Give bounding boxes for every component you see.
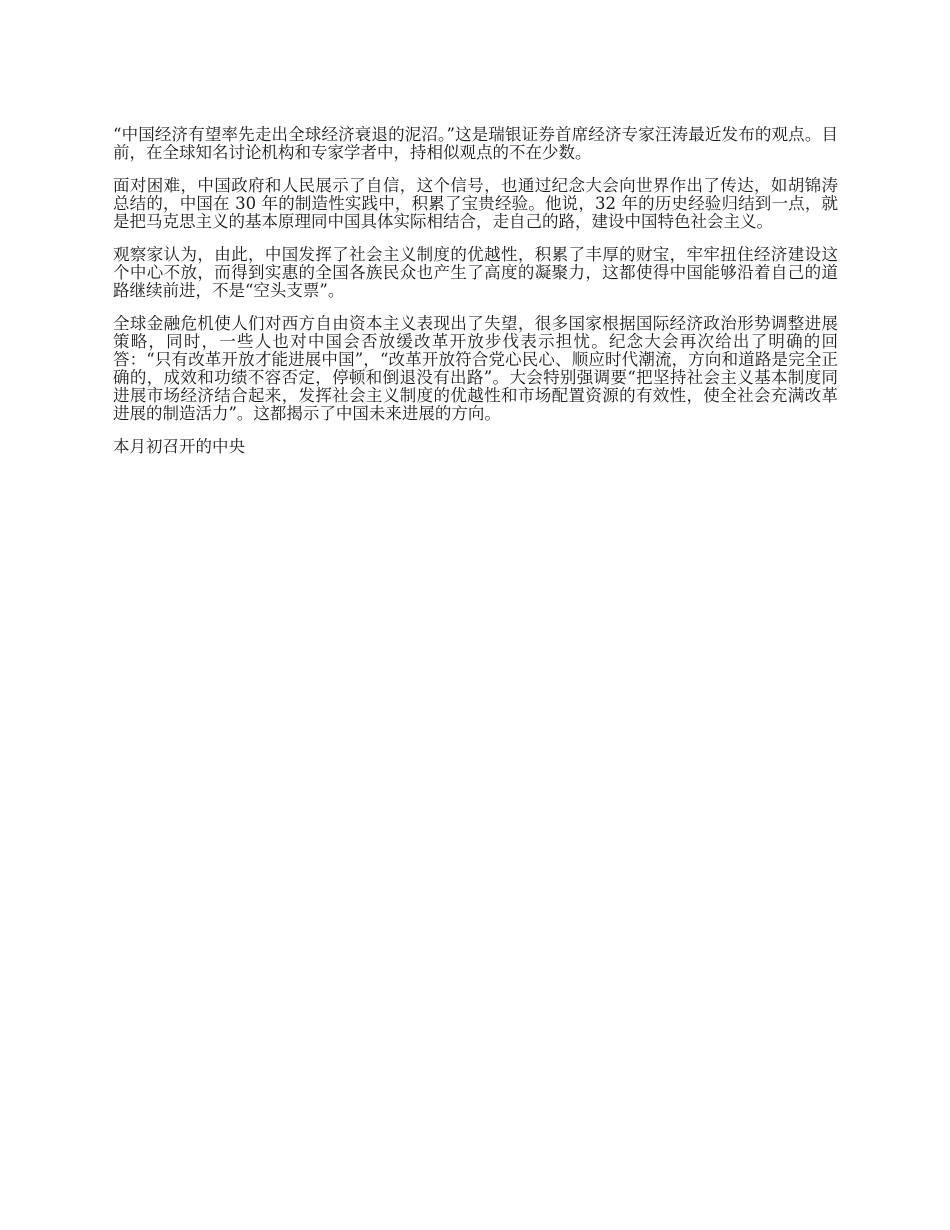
paragraph-2: 面对困难，中国政府和人民展示了自信，这个信号，也通过纪念大会向世界作出了传达，如胡锦涛总结的，中国在 30 年的制造性实践中，积累了宝贵经验。他说，32 年的历史经验归结到一点，就是把马克思主义的基本原理同中国具体实际相结合，走自己的路，建设中国特色社会主义。 [113, 176, 838, 231]
document-body [113, 126, 838, 471]
paragraph-1: “中国经济有望率先走出全球经济衰退的泥沼。”这是瑞银证券首席经济专家汪涛最近发布的观点。目前，在全球知名讨论机构和专家学者中，持相似观点的不在少数。 [113, 125, 838, 162]
paragraph-5: 本月初召开的中央 [113, 437, 245, 456]
paragraph-3: 观察家认为，由此，中国发挥了社会主义制度的优越性，积累了丰厚的财宝，牢牢扭住经济建设这个中心不放，而得到实惠的全国各族民众也产生了高度的凝聚力，这都使得中国能够沿着自己的道路继续前进，不是“空头支票”。 [113, 245, 838, 300]
paragraph-4: 全球金融危机使人们对西方自由资本主义表现出了失望，很多国家根据国际经济政治形势调整进展策略，同时，一些人也对中国会否放缓改革开放步伐表示担忧。纪念大会再次给出了明确的回答：“只有改革开放才能进展中国”，“改革开放符合党心民心、顺应时代潮流，方向和道路是完全正确的，成效和功绩不容否定，停顿和倒退没有出路”。大会特别强调要“把坚持社会主义基本制度同进展市场经济结合起来，发挥社会主义制度的优越性和市场配置资源的有效性，使全社会充满改革进展的制造活力”。这都揭示了中国未来进展的方向。 [113, 314, 838, 423]
